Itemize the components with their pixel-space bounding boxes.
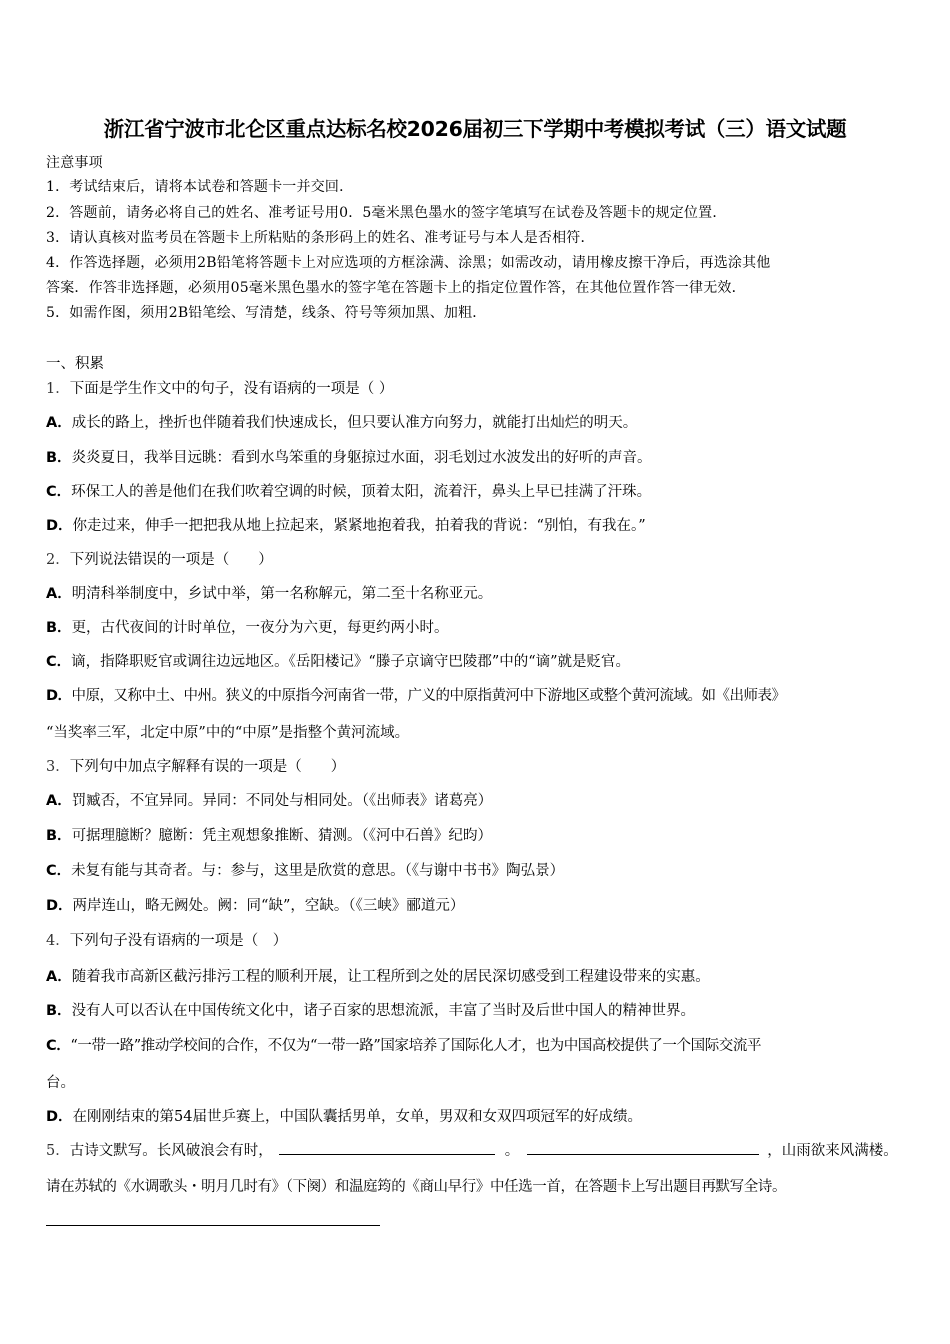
option-text: 成长的路上，挫折也伴随着我们快速成长，但只要认准方向努力，就能打出灿烂的明天。 — [71, 415, 638, 431]
question-3-stem — [46, 755, 345, 776]
question-text: 古诗文默写。长风破浪会有时， — [69, 1143, 273, 1159]
option-text: 中原，又称中土、中州。狭义的中原指今河南省一带，广义的中原指黄河中下游地区或整个黄河流域。如《出师表》 — [71, 688, 786, 704]
question-4-stem — [46, 929, 287, 950]
question-text: 下列句中加点字解释有误的一项是（ ） — [69, 759, 346, 775]
notice-item-4-cont: 答案．作答非选择题，必须用05毫米黑色墨水的签字笔在答题卡上的指定位置作答，在其他位置作答一律无效． — [46, 280, 746, 296]
option-label: A． — [46, 793, 72, 809]
question-2-option-b — [46, 616, 449, 637]
question-3-option-b — [46, 824, 492, 845]
notice-item-2: 2．答题前，请务必将自己的姓名、准考证号用0．5毫米黑色墨水的签字笔填写在试卷及答题卡的规定位置． — [46, 205, 727, 221]
section-heading: 一、积累 — [46, 356, 104, 372]
question-3-option-a — [46, 789, 492, 810]
option-text: 在刚刚结束的第54届世乒赛上，中国队囊括男单，女单，男双和女双四项冠军的好成绩。 — [72, 1109, 642, 1125]
question-number: 4． — [46, 933, 70, 949]
question-4-option-a — [46, 965, 710, 986]
question-text-mid: 。 — [504, 1143, 520, 1159]
question-1-option-a — [46, 411, 637, 432]
question-1-option-d — [46, 514, 646, 535]
option-label: C． — [46, 863, 72, 879]
answer-blank-1[interactable] — [279, 1140, 495, 1155]
question-text: 下列句子没有语病的一项是（ ） — [69, 933, 288, 949]
option-label: D． — [46, 518, 73, 534]
notice-item-5: 5．如需作图，须用2B铅笔绘、写清楚，线条、符号等须加黑、加粗． — [46, 305, 487, 321]
question-4-option-d — [46, 1105, 642, 1126]
option-label: B． — [46, 1003, 72, 1019]
option-text: 可据理臆断？臆断：凭主观想象推断、猜测。（《河中石兽》纪昀） — [71, 828, 493, 844]
question-text: 下列说法错误的一项是（ ） — [69, 552, 273, 568]
page-title: 浙江省宁波市北仑区重点达标名校2026届初三下学期中考模拟考试（三）语文试题 — [103, 117, 847, 141]
question-4-option-b — [46, 999, 695, 1020]
option-text: 更，古代夜间的计时单位，一夜分为六更，每更约两小时。 — [71, 620, 449, 636]
option-text: 随着我市高新区截污排污工程的顺利开展，让工程所到之处的居民深切感受到工程建设带来的实惠。 — [71, 969, 710, 985]
option-label: B． — [46, 450, 72, 466]
option-text: 未复有能与其奇者。与：参与，这里是欣赏的意思。（《与谢中书书》陶弘景） — [71, 863, 565, 879]
question-1-option-b — [46, 446, 652, 467]
question-3-option-c — [46, 859, 564, 880]
option-text: 明清科举制度中，乡试中举，第一名称解元，第二至十名称亚元。 — [71, 586, 493, 602]
option-text: 炎炎夏日，我举目远眺：看到水鸟笨重的身躯掠过水面，羽毛划过水波发出的好听的声音。 — [71, 450, 652, 466]
question-2-stem — [46, 548, 273, 569]
notice-item-3: 3．请认真核对监考员在答题卡上所粘贴的条形码上的姓名、准考证号与本人是否相符． — [46, 230, 595, 246]
question-text-end: ，山雨欲来风满楼。 — [767, 1143, 898, 1159]
option-label: A． — [46, 415, 72, 431]
question-number: 5． — [46, 1143, 70, 1159]
question-2-option-d — [46, 684, 786, 705]
notice-heading: 注意事项 — [46, 155, 103, 171]
question-5-instruction: 请在苏轼的《水调歌头・明月几时有》（下阕）和温庭筠的《商山早行》中任选一首，在答题卡上写出题目再默写全诗。 — [46, 1179, 787, 1195]
option-label: A． — [46, 586, 72, 602]
question-3-option-d — [46, 894, 464, 915]
option-label: C． — [46, 1038, 71, 1054]
option-label: B． — [46, 620, 72, 636]
question-5-stem — [46, 1139, 898, 1160]
option-text: 罚臧否，不宜异同。异同：不同处与相同处。（《出师表》诸葛亮） — [71, 793, 493, 809]
question-2-option-c — [46, 650, 630, 671]
question-number: 3． — [46, 759, 70, 775]
notice-item-1: 1．考试结束后，请将本试卷和答题卡一并交回． — [46, 179, 354, 195]
question-text: 下面是学生作文中的句子，没有语病的一项是（ ） — [69, 381, 394, 397]
option-text: 你走过来，伸手一把把我从地上拉起来，紧紧地抱着我，拍着我的背说：“别怕，有我在。” — [72, 518, 646, 534]
option-label: D． — [46, 898, 73, 914]
option-text: 环保工人的善是他们在我们吹着空调的时候，顶着太阳，流着汗，鼻头上早已挂满了汗珠。 — [71, 484, 652, 500]
option-text: 没有人可以否认在中国传统文化中，诸子百家的思想流派，丰富了当时及后世中国人的精神世界。 — [71, 1003, 696, 1019]
answer-blank-3[interactable] — [46, 1225, 380, 1226]
notice-item-4: 4．作答选择题，必须用2B铅笔将答题卡上对应选项的方框涂满、涂黑；如需改动，请用橡皮擦干净后，再选涂其他 — [46, 255, 771, 271]
question-number: 2． — [46, 552, 70, 568]
option-text: 两岸连山，略无阙处。阙：同“缺”，空缺。（《三峡》郦道元） — [72, 898, 465, 914]
option-text: 谪，指降职贬官或调往边远地区。《岳阳楼记》“滕子京谪守巴陵郡”中的“谪”就是贬官。 — [71, 654, 631, 670]
question-4-option-c-cont: 台。 — [46, 1075, 75, 1091]
question-2-option-d-cont: “当奖率三军，北定中原”中的“中原”是指整个黄河流域。 — [46, 725, 410, 741]
option-label: B． — [46, 828, 72, 844]
question-1-stem — [46, 377, 393, 398]
option-label: D． — [46, 1109, 73, 1125]
option-label: A． — [46, 969, 72, 985]
question-number: 1． — [46, 381, 70, 397]
option-text: “一带一路”推动学校间的合作，不仅为“一带一路”国家培养了国际化人才，也为中国高校提供了一个国际交流平 — [70, 1038, 762, 1054]
option-label: D． — [46, 688, 72, 704]
question-4-option-c — [46, 1034, 761, 1055]
option-label: C． — [46, 654, 72, 670]
question-2-option-a — [46, 582, 492, 603]
question-1-option-c — [46, 480, 651, 501]
answer-blank-2[interactable] — [527, 1140, 759, 1155]
option-label: C． — [46, 484, 72, 500]
